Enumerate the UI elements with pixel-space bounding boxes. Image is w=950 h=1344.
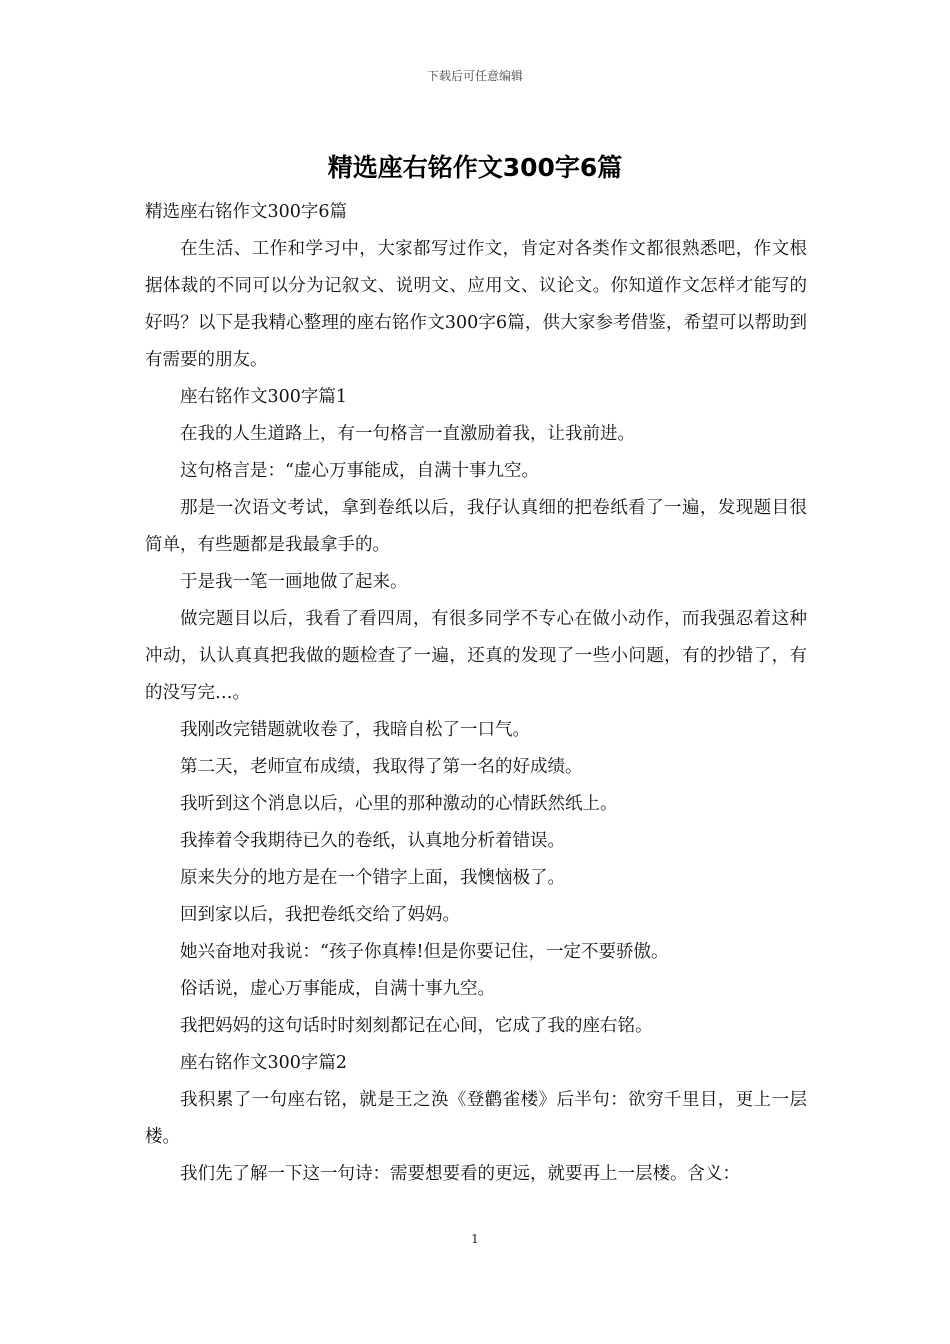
document-title: 精选座右铭作文300字6篇 [327,153,623,182]
paragraph: 座右铭作文300字篇2 [180,1053,348,1073]
page-number: 1 [471,1232,479,1246]
paragraph: 座右铭作文300字篇1 [180,387,348,407]
paragraph: 原来失分的地方是在一个错字上面，我懊恼极了。 [180,868,565,888]
paragraph: 俗话说，虚心万事能成，自满十事九空。 [180,979,495,999]
paragraph: 做完题目以后，我看了看四周，有很多同学不专心在做小动作，而我强忍着这种冲动，认认真真把我做的题检查了一遍，还真的发现了一些小问题，有的抄错了，有的没写完…。 [145,609,807,703]
paragraph: 我们先了解一下这一句诗：需要想要看的更远，就要再上一层楼。含义： [180,1164,740,1184]
paragraph: 我把妈妈的这句话时时刻刻都记在心间，它成了我的座右铭。 [180,1016,653,1036]
paragraph: 于是我一笔一画地做了起来。 [180,572,408,592]
paragraph: 这句格言是：“虚心万事能成，自满十事九空。 [180,461,539,481]
paragraph: 在我的人生道路上，有一句格言一直激励着我，让我前进。 [180,424,635,444]
paragraph: 那是一次语文考试，拿到卷纸以后，我仔认真细的把卷纸看了一遍，发现题目很简单，有些题都是我最拿手的。 [145,498,807,555]
paragraph: 在生活、工作和学习中，大家都写过作文，肯定对各类作文都很熟悉吧，作文根据体裁的不同可以分为记叙文、说明文、应用文、议论文。你知道作文怎样才能写的好吗？以下是我精心整理的座右铭作文300字6篇，供大家参考借鉴，希望可以帮助到有需要的朋友。 [145,239,807,370]
paragraph: 精选座右铭作文300字6篇 [145,202,348,222]
page-header: 下载后可任意编辑 [426,69,523,83]
paragraph: 我积累了一句座右铭，就是王之涣《登鹳雀楼》后半句：欲穷千里目，更上一层楼。 [145,1090,807,1147]
document-body [145,194,807,1193]
paragraph: 第二天，老师宣布成绩，我取得了第一名的好成绩。 [180,757,583,777]
paragraph: 我听到这个消息以后，心里的那种激动的心情跃然纸上。 [180,794,618,814]
paragraph: 她兴奋地对我说：“孩子你真棒!但是你要记住，一定不要骄傲。 [180,942,669,962]
paragraph: 我捧着令我期待已久的卷纸，认真地分析着错误。 [180,831,565,851]
paragraph: 回到家以后，我把卷纸交给了妈妈。 [180,905,460,925]
paragraph: 我刚改完错题就收卷了，我暗自松了一口气。 [180,720,530,740]
